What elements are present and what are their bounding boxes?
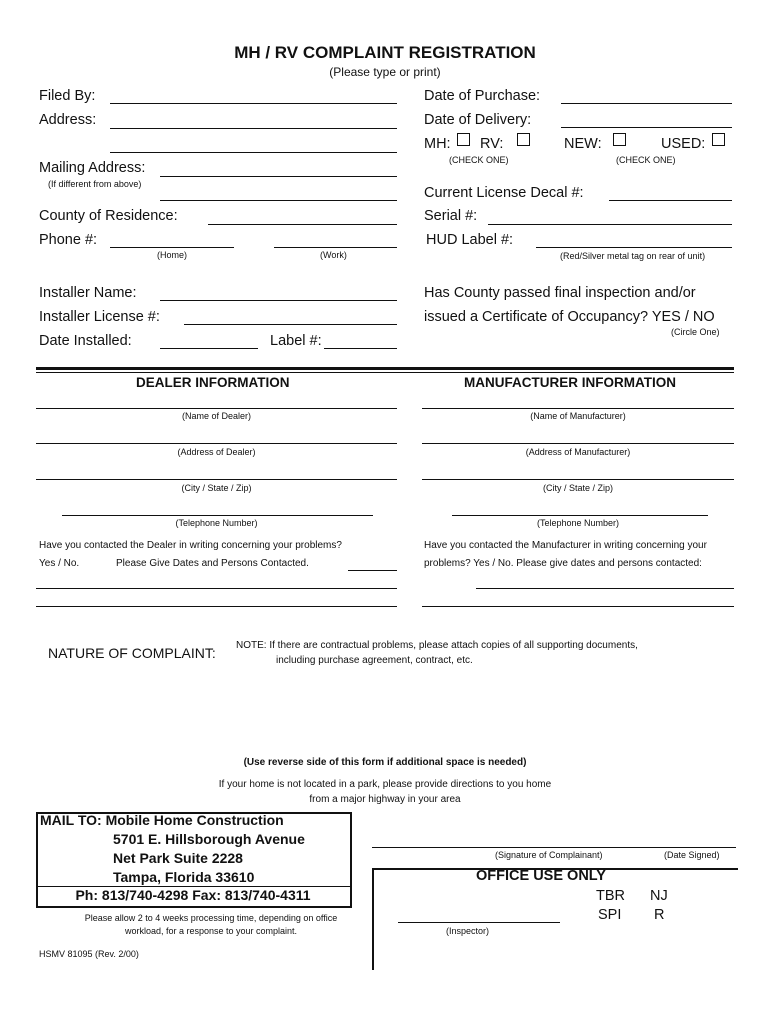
date-purchase-label: Date of Purchase: <box>424 88 541 104</box>
county-passed-text-1: Has County passed final inspection and/or <box>424 285 696 301</box>
manufacturer-address-caption: (Address of Manufacturer) <box>525 447 631 457</box>
mail-to-line-3: Net Park Suite 2228 <box>113 850 243 866</box>
mail-phone-fax: Ph: 813/740-4298 Fax: 813/740-4311 <box>75 887 311 903</box>
phone-label: Phone #: <box>39 232 98 248</box>
hud-note: (Red/Silver metal tag on rear of unit) <box>560 251 706 261</box>
complaint-note-1: NOTE: If there are contractual problems, please attach copies of all supporting documents, <box>236 640 638 651</box>
dealer-name-caption: (Name of Dealer) <box>181 411 252 421</box>
inspector-caption: (Inspector) <box>446 926 490 936</box>
address-field-2[interactable] <box>110 152 397 153</box>
manufacturer-phone-caption: (Telephone Number) <box>536 518 620 528</box>
rv-checkbox[interactable] <box>517 133 530 146</box>
inspector-field[interactable] <box>398 922 560 923</box>
mh-label: MH: <box>424 136 451 152</box>
dealer-phone-caption: (Telephone Number) <box>175 518 258 528</box>
office-r: R <box>654 907 665 923</box>
license-decal-label: Current License Decal #: <box>424 185 584 201</box>
office-use-heading: OFFICE USE ONLY <box>476 868 606 884</box>
installer-name-label: Installer Name: <box>39 285 137 301</box>
dealer-address-field[interactable] <box>36 443 397 444</box>
manufacturer-city-field[interactable] <box>422 479 734 480</box>
check-one-caption-1: (CHECK ONE) <box>449 155 509 165</box>
office-nj: NJ <box>650 888 668 904</box>
dealer-contact-line-2[interactable] <box>36 606 397 607</box>
mailing-address-field[interactable] <box>160 176 397 177</box>
dealer-dates-field[interactable] <box>348 570 397 571</box>
used-checkbox[interactable] <box>712 133 725 146</box>
manufacturer-phone-field[interactable] <box>452 515 708 516</box>
signature-caption: (Signature of Complainant) <box>495 850 603 860</box>
form-number: HSMV 81095 (Rev. 2/00) <box>39 949 139 959</box>
manufacturer-contact-question-2: problems? Yes / No. Please give dates and persons contacted: <box>424 558 702 569</box>
dealer-phone-field[interactable] <box>62 515 373 516</box>
manufacturer-name-caption: (Name of Manufacturer) <box>530 411 626 421</box>
county-label: County of Residence: <box>39 208 178 224</box>
label-number-field[interactable] <box>324 348 397 349</box>
directions-note-1: If your home is not located in a park, please provide directions to you home <box>218 779 552 790</box>
mail-to-line-1: MAIL TO: Mobile Home Construction <box>40 812 284 828</box>
phone-work-caption: (Work) <box>320 250 347 260</box>
date-installed-field[interactable] <box>160 348 258 349</box>
new-label: NEW: <box>564 136 602 152</box>
form-subtitle: (Please type or print) <box>329 65 441 79</box>
check-one-caption-2: (CHECK ONE) <box>616 155 676 165</box>
office-tbr: TBR <box>596 888 625 904</box>
reverse-side-note: (Use reverse side of this form if additional space is needed) <box>243 757 527 768</box>
used-label: USED: <box>661 136 706 152</box>
date-purchase-field[interactable] <box>561 103 732 104</box>
phone-work-field[interactable] <box>274 247 397 248</box>
complaint-note-2: including purchase agreement, contract, etc. <box>276 655 473 666</box>
license-decal-field[interactable] <box>609 200 732 201</box>
hud-label-field[interactable] <box>536 247 732 248</box>
section-divider-thin <box>36 372 734 373</box>
dealer-contact-question: Have you contacted the Dealer in writing concerning your problems? <box>39 540 342 551</box>
date-delivery-label: Date of Delivery: <box>424 112 532 128</box>
label-number-label: Label #: <box>270 333 322 349</box>
serial-field[interactable] <box>488 224 732 225</box>
installer-license-field[interactable] <box>184 324 397 325</box>
phone-home-caption: (Home) <box>157 250 188 260</box>
mailing-address-field-2[interactable] <box>160 200 397 201</box>
mail-to-line-2: 5701 E. Hillsborough Avenue <box>113 831 305 847</box>
dealer-city-field[interactable] <box>36 479 397 480</box>
manufacturer-address-field[interactable] <box>422 443 734 444</box>
form-title: MH / RV COMPLAINT REGISTRATION <box>234 43 536 62</box>
county-passed-text-2: issued a Certificate of Occupancy? YES / NO <box>424 309 715 325</box>
date-installed-label: Date Installed: <box>39 333 132 349</box>
filed-by-label: Filed By: <box>39 88 96 104</box>
dealer-yes-no[interactable]: Yes / No. <box>39 558 80 569</box>
mail-to-line-4: Tampa, Florida 33610 <box>113 869 255 885</box>
manufacturer-contact-line-2[interactable] <box>422 606 734 607</box>
mailing-address-note: (If different from above) <box>48 179 142 189</box>
manufacturer-contact-question-1: Have you contacted the Manufacturer in writing concerning your <box>424 540 707 551</box>
phone-home-field[interactable] <box>110 247 234 248</box>
new-checkbox[interactable] <box>613 133 626 146</box>
manufacturer-contact-line-1[interactable] <box>476 588 734 589</box>
dealer-city-caption: (City / State / Zip) <box>181 483 252 493</box>
dealer-name-field[interactable] <box>36 408 397 409</box>
nature-of-complaint-label: NATURE OF COMPLAINT: <box>48 645 216 661</box>
serial-label: Serial #: <box>424 208 478 224</box>
county-field[interactable] <box>208 224 397 225</box>
dealer-give-dates: Please Give Dates and Persons Contacted. <box>116 558 309 569</box>
manufacturer-name-field[interactable] <box>422 408 734 409</box>
dealer-heading: DEALER INFORMATION <box>136 375 290 390</box>
dealer-contact-line-1[interactable] <box>36 588 397 589</box>
rv-label: RV: <box>480 136 504 152</box>
mailing-address-label: Mailing Address: <box>39 160 146 176</box>
dealer-address-caption: (Address of Dealer) <box>177 447 256 457</box>
processing-note-2: workload, for a response to your complaint. <box>124 926 298 936</box>
address-field[interactable] <box>110 128 397 129</box>
installer-license-label: Installer License #: <box>39 309 160 325</box>
mh-checkbox[interactable] <box>457 133 470 146</box>
manufacturer-city-caption: (City / State / Zip) <box>542 483 613 493</box>
address-label: Address: <box>39 112 97 128</box>
directions-note-2: from a major highway in your area <box>309 794 461 805</box>
section-divider-thick <box>36 367 734 370</box>
manufacturer-heading: MANUFACTURER INFORMATION <box>464 375 676 390</box>
date-signed-caption: (Date Signed) <box>664 850 720 860</box>
date-delivery-field[interactable] <box>561 127 732 128</box>
office-spi: SPI <box>598 907 622 923</box>
signature-field[interactable] <box>372 847 736 848</box>
processing-note-1: Please allow 2 to 4 weeks processing time, depending on office <box>84 913 338 923</box>
filed-by-field[interactable] <box>110 103 397 104</box>
installer-name-field[interactable] <box>160 300 397 301</box>
hud-label: HUD Label #: <box>426 232 514 248</box>
circle-one-caption: (Circle One) <box>671 327 720 337</box>
